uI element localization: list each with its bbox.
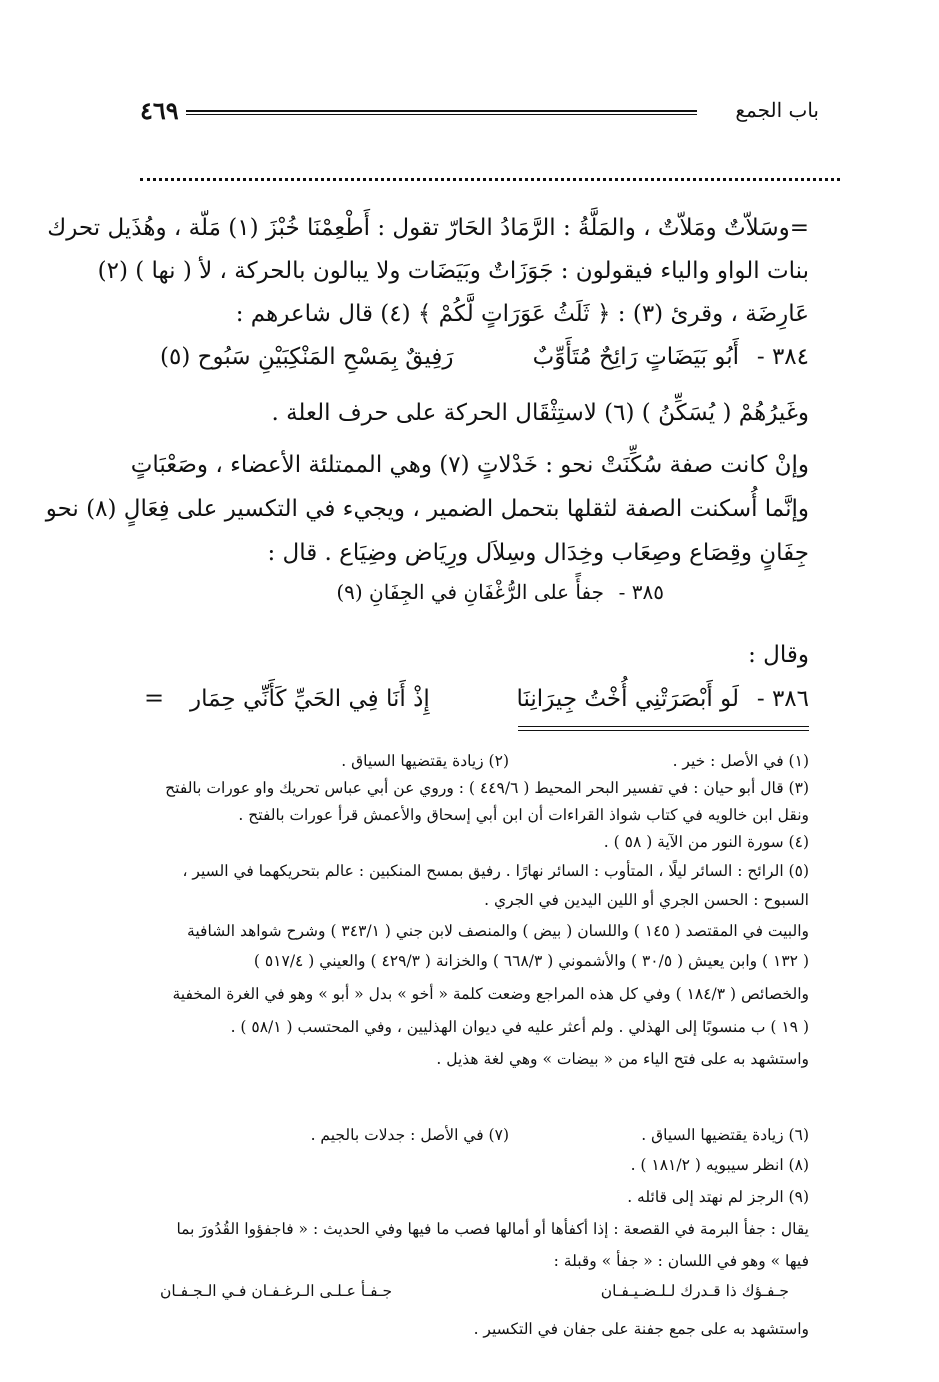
footnote-6: (٦) زيادة يقتضيها السياق . [641, 1126, 809, 1144]
footnote-line: والخصائص ( ١٨٤/٣ ) وفي كل هذه المراجع وضعت كلمة « أخو » بدل « أبو » وهو في الغرة المخفية [172, 985, 809, 1003]
footnote-separator [518, 726, 809, 727]
main-line-4: وغَيرُهُمْ ( يُسَكِّنُ ) (٦) لاستِثْقَال الحركة على حرف العلة . [271, 400, 809, 426]
verse-text: جفأً على الرُّغْفَانِ في الجِفَانِ (٩) [336, 580, 604, 604]
running-head: باب الجمع [735, 98, 819, 122]
footnote-1: (١) في الأصل : خير . [672, 752, 809, 770]
verse-first-hemistich: أَبُو بَيَضَاتٍ رَائِحٌ مُتَأَوِّبٌ [532, 344, 739, 370]
wa-qala: وقال : [748, 642, 809, 668]
page-number: ٤٦٩ [140, 96, 179, 125]
header-rule [186, 110, 697, 115]
footnote-verse-first: جـفـؤك ذا قـدرك لـلـضـيـفـان [600, 1282, 789, 1300]
page-header [140, 96, 819, 126]
footnote-line: (٩) الرجز لم نهتد إلى قائله . [627, 1188, 809, 1206]
verse-second-hemistich: إِذْ أَنَا فِي الحَيِّ كَأَنِّي حِمَار [190, 686, 430, 712]
footnote-line: والبيت في المقتصد ( ١٤٥ ) واللسان ( بيض ) والمنصف لابن جني ( ٣٤٣/١ ) وشرح شواهد الشافية [187, 922, 809, 940]
footnote-line: السبوح : الحسن الجري أو اللين اليدين في الجري . [484, 891, 809, 909]
footnote-line: (٥) الرائح : السائر ليلًا ، المتأوب : السائر نهارًا . رفيق بمسح المنكبين : عالم بتحريكهما في السير ، [182, 862, 809, 880]
main-line-3: عَارِضَة ، وقرئ (٣) : ﴿ ثَلَثُ عَوَرَاتٍ لَّكُمْ ﴾ (٤) قال شاعرهم : [235, 301, 809, 327]
verse-first-hemistich: لَو أَبْصَرَتْنِي أُخْتُ جِيرَانِنَا [516, 686, 739, 712]
footnote-line: ( ١٩ ) ب منسوبًا إلى الهذلي . ولم أعثر عليه في ديوان الهذليين ، وفي المحتسب ( ٥٨/١ ) . [230, 1018, 809, 1036]
footnote-line: واستشهد به على جمع جفنة على جفان في التكسير . [473, 1320, 809, 1338]
verse-number: ٣٨٦ - [756, 686, 809, 712]
verse-number: ٣٨٥ - [618, 580, 664, 604]
verse-second-hemistich: رَفِيقٌ بِمَسْحِ المَنْكِبَيْنِ سَبُوح (٥) [160, 344, 454, 370]
main-line-1: =وسَلاّتٌ ومَلاّتٌ ، والمَلَّةُ : الرَّمَادُ الحَارّ تقول : أَطْعِمْنَا خُبْزَ (١) مَلّة ، وهُذَيل تحرك [47, 215, 809, 241]
footnote-line: يقال : جفأ البرمة في القصعة : إذا أكفأها أو أمالها فصب ما فيها وفي الحديث : « فاجفؤوا القُدُورَ بما [176, 1220, 809, 1238]
footnote-line: ونقل ابن خالويه في كتاب شواذ القراءات أن ابن أبي إسحاق والأعمش قرأ عورات بالفتح . [238, 806, 809, 824]
footnote-line: (٣) قال أبو حيان : في تفسير البحر المحيط ( ٤٤٩/٦ ) : وروي عن أبي عباس تحريك واو عورات بالفتح [165, 779, 809, 797]
verse-number: ٣٨٤ - [756, 344, 809, 370]
main-line-5: وإنْ كانت صفة سُكِّنَتْ نحو : خَدْلاتٍ (٧) وهي الممتلئة الأعضاء ، وصَعْبَاتٍ [130, 452, 809, 478]
footnote-line: فيها » وهو في اللسان : « جفأ » وقبلة : [553, 1252, 809, 1270]
footnote-line: (٨) انظر سيبويه ( ١٨١/٢ ) . [630, 1156, 809, 1174]
footnote-line: واستشهد به على فتح الياء من « بيضات » وهي لغة هذيل . [436, 1050, 809, 1068]
footnote-2: (٢) زيادة يقتضيها السياق . [341, 752, 509, 770]
main-line-7: جِفَانٍ وقِصَاع وصِعَاب وخِدَال وسِلاَل ورِيَاض وضِيَاع . قال : [267, 540, 809, 566]
footnote-line: (٤) سورة النور من الآية ( ٥٨ ) . [603, 833, 809, 851]
footnote-line: ( ١٣٢ ) وابن يعيش ( ٣٠/٥ ) والأشموني ( ٦٦٨/٣ ) والخزانة ( ٤٢٩/٣ ) والعيني ( ٥١٧/٤ ) [253, 952, 809, 970]
footnote-verse-second: جـفـأ عـلـى الـرغـفـان فـي الـجـفـان [160, 1282, 393, 1300]
dotted-separator [140, 178, 840, 181]
main-line-6: وإنَّما أُسكنت الصفة لثقلها بتحمل الضمير ، ويجيء في التكسير على فِعَالٍ (٨) نحو [45, 496, 809, 522]
footnote-separator-double [518, 730, 809, 731]
footnote-7: (٧) في الأصل : جدلات بالجيم . [310, 1126, 509, 1144]
main-line-2: بنات الواو والياء فيقولون : جَوَزَاتٌ وبَيَضَات ولا يبالون بالحركة ، لأ ( نها ) (٢) [97, 258, 809, 284]
continuation-mark: = [144, 684, 165, 712]
